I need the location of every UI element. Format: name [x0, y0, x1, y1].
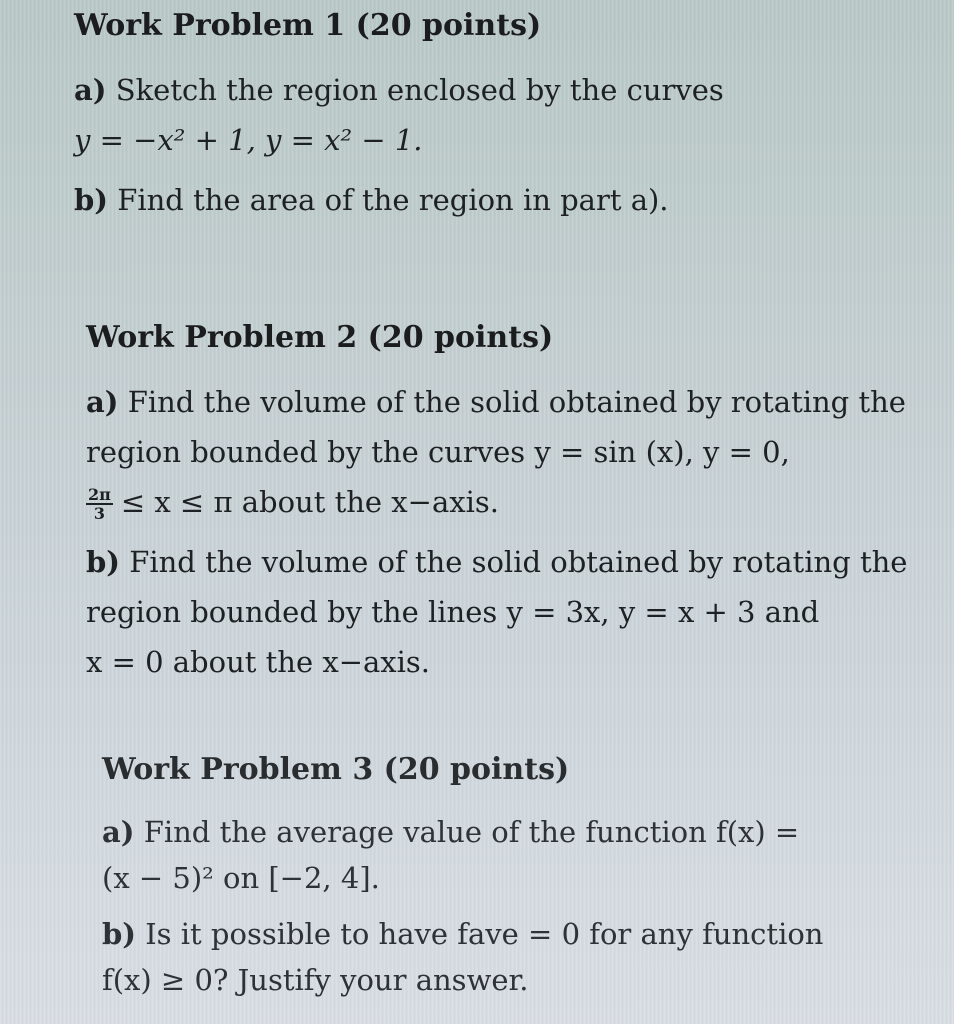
work-problem-3: [102, 752, 823, 1013]
fraction-two-pi-over-three: [86, 486, 113, 522]
problem-3-heading: Work Problem 3 (20 points): [102, 752, 570, 787]
problem-3b-text-line-1: Is it possible to have fave = 0 for any function: [145, 917, 824, 951]
problem-2-part-b: [86, 537, 907, 687]
part-b-label: b): [102, 917, 136, 951]
problem-1-heading: Work Problem 1 (20 points): [74, 8, 542, 43]
problem-1a-equations: y = −x² + 1, y = x² − 1.: [74, 123, 423, 157]
problem-1-part-a: [74, 65, 724, 165]
part-a-label: a): [86, 385, 119, 419]
work-problem-2: [86, 320, 907, 697]
problem-2a-text-line-2: region bounded by the curves y = sin (x), y = 0,: [86, 435, 790, 469]
fraction-numerator: 2π: [88, 485, 111, 504]
problem-2b-text-line-2: region bounded by the lines y = 3x, y = x + 3 and: [86, 595, 820, 629]
problem-3b-text-line-2: f(x) ≥ 0? Justify your answer.: [102, 963, 529, 997]
problem-2b-text-line-3: x = 0 about the x−axis.: [86, 645, 431, 679]
problem-1b-text: Find the area of the region in part a).: [117, 183, 669, 217]
problem-2-heading: Work Problem 2 (20 points): [86, 320, 554, 355]
problem-2b-text-line-1: Find the volume of the solid obtained by rotating the: [129, 545, 908, 579]
problem-1-part-b: [74, 175, 724, 225]
problem-2-part-a: [86, 377, 907, 527]
part-b-label: b): [74, 183, 108, 217]
part-a-label: a): [102, 815, 135, 849]
part-b-label: b): [86, 545, 120, 579]
problem-3a-text-line-2: (x − 5)² on [−2, 4].: [102, 861, 380, 895]
problem-1a-text-line-1: Sketch the region enclosed by the curves: [115, 73, 724, 107]
fraction-denominator: 3: [93, 504, 105, 523]
problem-3-part-a: [102, 809, 823, 901]
part-a-label: a): [74, 73, 107, 107]
work-problem-1: [74, 8, 724, 235]
problem-3-part-b: [102, 911, 823, 1003]
problem-2a-interval-text: ≤ x ≤ π about the x−axis.: [120, 485, 499, 519]
problem-2a-text-line-1: Find the volume of the solid obtained by rotating the: [127, 385, 906, 419]
problem-3a-text-line-1: Find the average value of the function f(x) =: [143, 815, 800, 849]
